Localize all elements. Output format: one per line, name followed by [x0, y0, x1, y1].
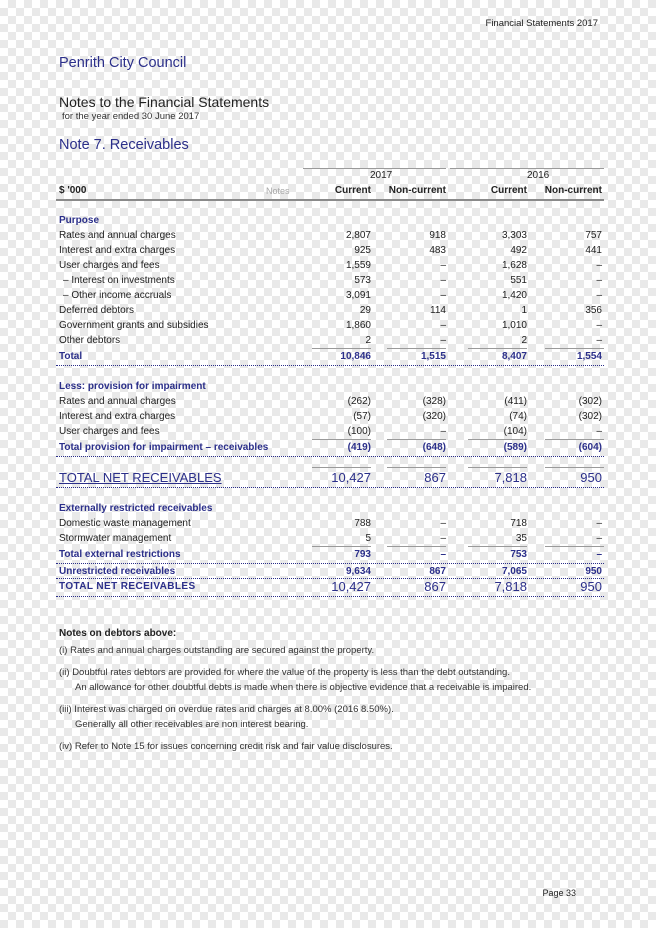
header-rule — [56, 199, 604, 201]
cell-noncurrent-2016: – — [596, 260, 602, 271]
cell-noncurrent-2016: (604) — [578, 442, 602, 453]
cell-current-2016: 753 — [510, 549, 527, 560]
cell-noncurrent-2016: 950 — [580, 470, 602, 485]
cell-noncurrent-2017: (328) — [422, 396, 446, 407]
row-label: – Other income accruals — [63, 290, 172, 301]
document-title: Financial Statements 2017 — [485, 18, 598, 29]
cell-noncurrent-2017: – — [440, 335, 446, 346]
cell-noncurrent-2016: – — [596, 549, 602, 560]
row-label: User charges and fees — [59, 426, 160, 437]
row-label: Total provision for impairment – receivables — [59, 442, 269, 453]
row-label: Stormwater management — [59, 533, 172, 544]
cell-current-2017: 788 — [354, 518, 371, 529]
net-underline — [56, 596, 604, 597]
row-label: Rates and annual charges — [59, 396, 176, 407]
restricted-heading: Externally restricted receivables — [59, 503, 213, 514]
col-noncurrent-2016: Non-current — [544, 185, 602, 196]
cell-noncurrent-2017: 867 — [429, 566, 446, 577]
row-label: TOTAL NET RECEIVABLES — [59, 581, 196, 592]
cell-noncurrent-2017: – — [440, 518, 446, 529]
col-current-2017: Current — [334, 185, 371, 196]
cell-current-2016: 3,303 — [501, 230, 527, 241]
cell-current-2017: 793 — [354, 549, 371, 560]
subtotal-rule — [468, 439, 527, 440]
cell-noncurrent-2016: – — [596, 275, 602, 286]
row-label: TOTAL NET RECEIVABLES — [59, 470, 222, 485]
net-rule — [312, 467, 371, 468]
cell-noncurrent-2016: 757 — [585, 230, 602, 241]
cell-current-2017: 1,860 — [345, 320, 371, 331]
cell-current-2017: (100) — [347, 426, 371, 437]
cell-noncurrent-2016: – — [596, 335, 602, 346]
note-line: Generally all other receivables are non interest bearing. — [75, 719, 309, 730]
subtotal-rule — [545, 439, 604, 440]
row-label: Total external restrictions — [59, 549, 181, 560]
cell-noncurrent-2016: 441 — [585, 245, 602, 256]
row-label: Rates and annual charges — [59, 230, 176, 241]
note-line: An allowance for other doubtful debts is made when there is objective evidence that a receivable is impaired. — [75, 682, 532, 693]
cell-current-2016: 1,010 — [501, 320, 527, 331]
col-current-2016: Current — [490, 185, 527, 196]
cell-noncurrent-2016: 356 — [585, 305, 602, 316]
cell-current-2017: 573 — [354, 275, 371, 286]
cell-noncurrent-2017: – — [440, 533, 446, 544]
cell-noncurrent-2017: 483 — [429, 245, 446, 256]
note-heading: Note 7. Receivables — [59, 137, 189, 153]
cell-noncurrent-2017: – — [440, 320, 446, 331]
col-noncurrent-2017: Non-current — [388, 185, 446, 196]
period-subtitle: for the year ended 30 June 2017 — [62, 111, 200, 122]
cell-current-2016: 492 — [510, 245, 527, 256]
cell-current-2017: (262) — [347, 396, 371, 407]
subtotal-rule — [545, 348, 604, 349]
cell-current-2017: 2,807 — [345, 230, 371, 241]
row-label: User charges and fees — [59, 260, 160, 271]
note-item — [59, 665, 599, 695]
cell-noncurrent-2017: 867 — [424, 470, 446, 485]
total-underline — [56, 365, 604, 366]
note-item — [59, 739, 599, 754]
cell-noncurrent-2017: (648) — [422, 442, 446, 453]
cell-noncurrent-2016: 950 — [580, 579, 602, 594]
row-label: Interest and extra charges — [59, 245, 176, 256]
cell-current-2017: 2 — [365, 335, 371, 346]
row-label: Total — [59, 351, 83, 362]
note-item — [59, 643, 599, 658]
cell-current-2016: 35 — [515, 533, 527, 544]
cell-current-2016: 7,818 — [494, 470, 527, 485]
row-label: Other debtors — [59, 335, 121, 346]
cell-current-2017: 9,634 — [345, 566, 371, 577]
cell-noncurrent-2016: – — [596, 518, 602, 529]
cell-current-2016: (411) — [504, 396, 527, 407]
total-underline — [56, 456, 604, 457]
cell-current-2017: 1,559 — [345, 260, 371, 271]
cell-noncurrent-2016: (302) — [578, 411, 602, 422]
cell-noncurrent-2017: – — [440, 426, 446, 437]
net-rule — [387, 467, 446, 468]
cell-noncurrent-2016: 1,554 — [576, 351, 602, 362]
cell-noncurrent-2017: 114 — [430, 305, 446, 316]
subtotal-rule — [312, 439, 371, 440]
note-line: (ii) Doubtful rates debtors are provided for where the value of the property is less than the debt outstanding. — [59, 667, 510, 678]
net-rule — [545, 467, 604, 468]
subtotal-rule — [468, 546, 527, 547]
note-item — [59, 702, 599, 732]
net-underline — [56, 487, 604, 488]
cell-current-2016: 1,420 — [501, 290, 527, 301]
rule-2016 — [450, 168, 604, 169]
provision-heading: Less: provision for impairment — [59, 381, 206, 392]
cell-current-2017: 29 — [359, 305, 371, 316]
cell-noncurrent-2017: 1,515 — [420, 351, 446, 362]
cell-noncurrent-2017: – — [440, 549, 446, 560]
notes-column-header: Notes — [266, 186, 290, 196]
note-line: (i) Rates and annual charges outstanding are secured against the property. — [59, 645, 375, 656]
row-label: Deferred debtors — [59, 305, 135, 316]
council-name: Penrith City Council — [59, 55, 187, 71]
cell-noncurrent-2016: – — [596, 290, 602, 301]
cell-noncurrent-2017: – — [440, 260, 446, 271]
subtotal-rule — [387, 348, 446, 349]
note-line: (iv) Refer to Note 15 for issues concerning credit risk and fair value disclosures. — [59, 741, 393, 752]
cell-current-2017: 10,846 — [340, 351, 371, 362]
cell-noncurrent-2017: – — [440, 290, 446, 301]
row-label: Unrestricted receivables — [59, 566, 176, 577]
cell-current-2017: (419) — [347, 442, 371, 453]
cell-noncurrent-2016: – — [596, 426, 602, 437]
note-line: (iii) Interest was charged on overdue rates and charges at 8.00% (2016 8.50%). — [59, 704, 394, 715]
cell-current-2017: 3,091 — [345, 290, 371, 301]
cell-current-2016: 7,065 — [501, 566, 527, 577]
cell-current-2017: (57) — [353, 411, 371, 422]
year-2016-label: 2016 — [527, 170, 550, 181]
rule-2017 — [303, 168, 446, 169]
debtor-notes — [59, 628, 599, 761]
cell-noncurrent-2017: (320) — [422, 411, 446, 422]
cell-noncurrent-2017: 918 — [429, 230, 446, 241]
cell-current-2016: 2 — [521, 335, 527, 346]
total-underline — [56, 563, 604, 564]
cell-current-2016: (104) — [503, 426, 527, 437]
unit-label: $ '000 — [59, 185, 87, 196]
cell-current-2016: 718 — [510, 518, 527, 529]
cell-current-2016: 1,628 — [501, 260, 527, 271]
cell-current-2016: 551 — [510, 275, 527, 286]
row-label: Domestic waste management — [59, 518, 191, 529]
page-number: Page 33 — [542, 888, 576, 898]
cell-noncurrent-2017: 867 — [424, 579, 446, 594]
cell-current-2016: 7,818 — [494, 579, 527, 594]
subtotal-rule — [387, 439, 446, 440]
notes-heading: Notes on debtors above: — [59, 628, 177, 639]
cell-noncurrent-2016: (302) — [578, 396, 602, 407]
row-label: – Interest on investments — [63, 275, 175, 286]
year-2017-label: 2017 — [370, 170, 393, 181]
cell-noncurrent-2016: – — [596, 533, 602, 544]
subtotal-rule — [312, 546, 371, 547]
cell-current-2017: 10,427 — [331, 470, 371, 485]
cell-current-2017: 10,427 — [331, 579, 371, 594]
purpose-heading: Purpose — [59, 215, 100, 226]
cell-current-2016: 1 — [521, 305, 527, 316]
cell-noncurrent-2017: – — [440, 275, 446, 286]
row-label: Interest and extra charges — [59, 411, 176, 422]
cell-current-2017: 5 — [365, 533, 371, 544]
net-rule — [468, 467, 527, 468]
cell-noncurrent-2016: 950 — [585, 566, 602, 577]
subtotal-rule — [468, 348, 527, 349]
cell-current-2017: 925 — [354, 245, 371, 256]
subtotal-rule — [312, 348, 371, 349]
cell-current-2016: (74) — [509, 411, 527, 422]
cell-current-2016: 8,407 — [501, 351, 527, 362]
subtotal-rule — [387, 546, 446, 547]
subtotal-rule — [545, 546, 604, 547]
cell-current-2016: (589) — [503, 442, 527, 453]
cell-noncurrent-2016: – — [596, 320, 602, 331]
row-label: Government grants and subsidies — [59, 320, 209, 331]
notes-title: Notes to the Financial Statements — [59, 94, 270, 110]
